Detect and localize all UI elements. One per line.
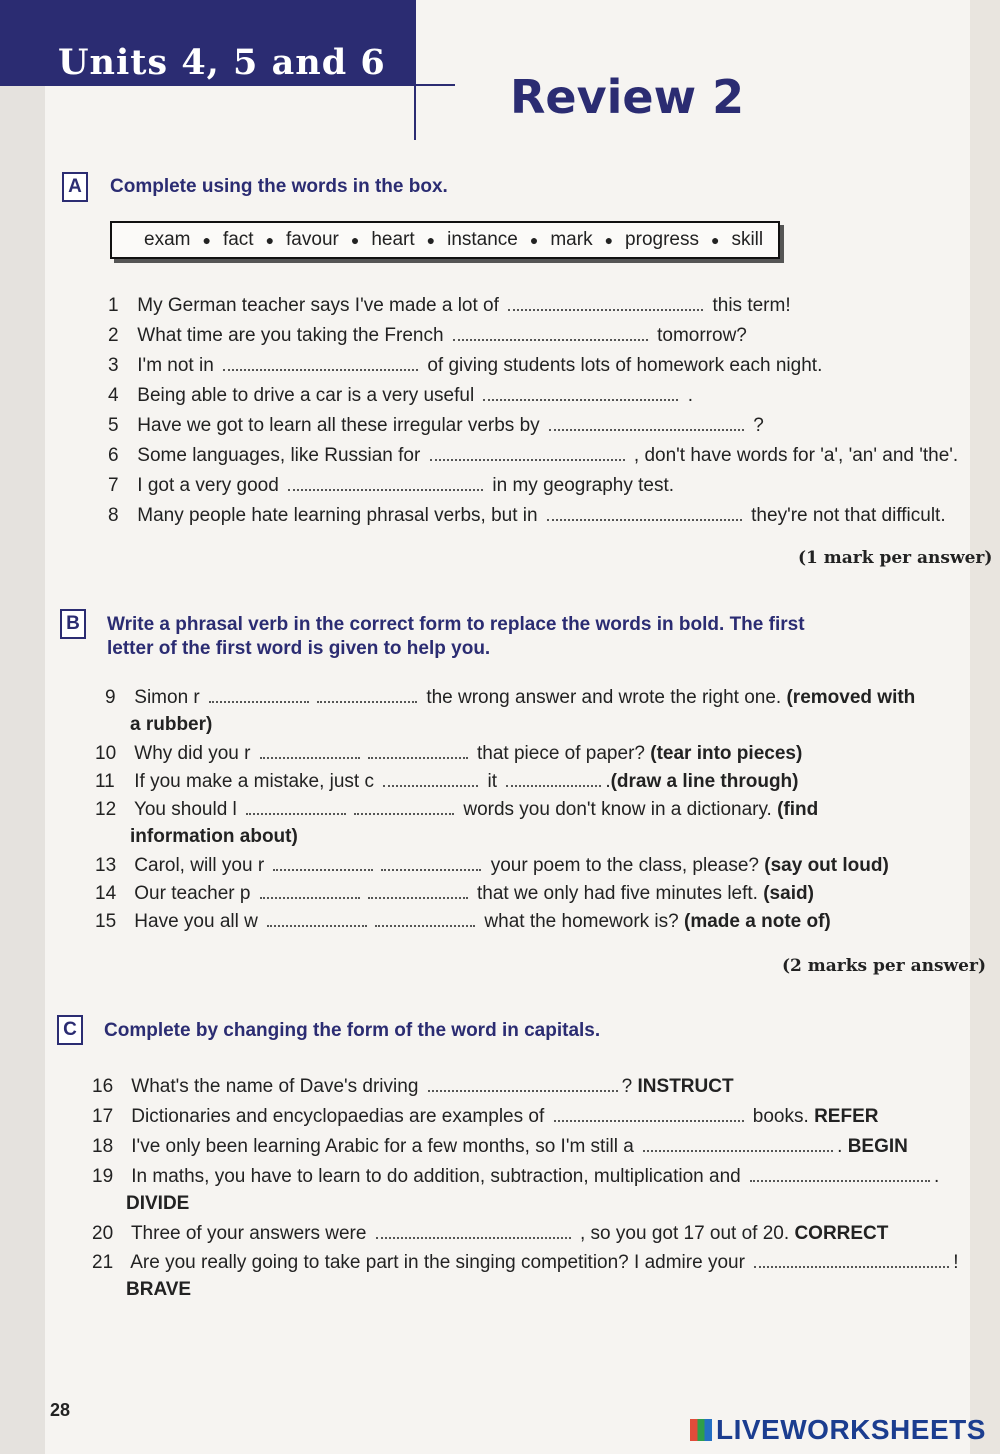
answer-blank[interactable]	[754, 1252, 949, 1268]
question-19-capital-word: DIVIDE	[126, 1193, 190, 1214]
answer-blank[interactable]	[246, 799, 346, 815]
answer-blank[interactable]	[453, 325, 648, 341]
question-9: 9 Simon r the wrong answer and wrote the right one. (removed with	[105, 687, 916, 708]
header-rule-vertical	[414, 0, 416, 140]
question-6: 6 Some languages, like Russian for , don't have words for 'a', 'an' and 'the'.	[108, 445, 959, 466]
answer-blank[interactable]	[549, 415, 744, 431]
word-box-item: exam	[144, 229, 191, 250]
section-b-instruction-line2: letter of the first word is given to help you.	[107, 638, 491, 659]
section-a-letter: A	[62, 172, 88, 202]
answer-blank[interactable]	[750, 1166, 930, 1182]
section-a-marks: (1 mark per answer)	[798, 548, 993, 568]
question-5: 5 Have we got to learn all these irregular verbs by ?	[108, 415, 764, 436]
question-12: 12 You should l words you don't know in a dictionary. (find	[95, 799, 819, 820]
question-11: 11 If you make a mistake, just c it .(draw a line through)	[95, 771, 799, 792]
section-b-instruction-line1: Write a phrasal verb in the correct form to replace the words in bold. The first	[107, 614, 805, 635]
answer-blank[interactable]	[383, 771, 478, 787]
section-c-letter: C	[57, 1015, 83, 1045]
answer-blank[interactable]	[428, 1076, 618, 1092]
page-left-margin	[0, 0, 45, 1454]
question-9-hint-continued: a rubber)	[130, 714, 213, 735]
answer-blank[interactable]	[267, 911, 367, 927]
question-7: 7 I got a very good in my geography test.	[108, 475, 675, 496]
answer-blank[interactable]	[483, 385, 678, 401]
bullet-icon: ●	[529, 232, 539, 248]
answer-blank[interactable]	[354, 799, 454, 815]
question-17: 17 Dictionaries and encyclopaedias are examples of books. REFER	[92, 1106, 879, 1127]
question-21: 21 Are you really going to take part in the singing competition? I admire your !	[92, 1252, 959, 1273]
answer-blank[interactable]	[317, 687, 417, 703]
answer-blank[interactable]	[288, 475, 483, 491]
brand-name: LIVEWORKSHEETS	[716, 1414, 986, 1445]
bullet-icon: ●	[426, 232, 436, 248]
question-10: 10 Why did you r that piece of paper? (tear into pieces)	[95, 743, 803, 764]
word-box-item: instance	[447, 229, 518, 250]
answer-blank[interactable]	[381, 855, 481, 871]
question-16: 16 What's the name of Dave's driving ? INSTRUCT	[92, 1076, 734, 1097]
answer-blank[interactable]	[209, 687, 309, 703]
answer-blank[interactable]	[375, 911, 475, 927]
question-2: 2 What time are you taking the French tomorrow?	[108, 325, 747, 346]
answer-blank[interactable]	[260, 743, 360, 759]
section-b-marks: (2 marks per answer)	[782, 956, 986, 976]
page-right-margin	[970, 0, 1000, 1454]
question-15: 15 Have you all w what the homework is? (made a note of)	[95, 911, 831, 932]
question-13: 13 Carol, will you r your poem to the class, please? (say out loud)	[95, 855, 889, 876]
bullet-icon: ●	[710, 232, 720, 248]
answer-blank[interactable]	[554, 1106, 744, 1122]
brand-logo	[690, 1414, 986, 1446]
word-box-item: mark	[550, 229, 593, 250]
word-box-item: heart	[371, 229, 415, 250]
word-box-item: skill	[731, 229, 764, 250]
answer-blank[interactable]	[273, 855, 373, 871]
section-c-instruction: Complete by changing the form of the word in capitals.	[104, 1020, 601, 1041]
section-a-instruction: Complete using the words in the box.	[110, 176, 448, 197]
bullet-icon: ●	[604, 232, 614, 248]
answer-blank[interactable]	[368, 743, 468, 759]
question-1: 1 My German teacher says I've made a lot of this term!	[108, 295, 791, 316]
word-box-item: progress	[625, 229, 699, 250]
section-b-letter: B	[60, 609, 86, 639]
page-number: 28	[50, 1400, 71, 1420]
question-12-hint-continued: information about)	[130, 826, 298, 847]
bullet-icon: ●	[202, 232, 211, 248]
answer-blank[interactable]	[508, 295, 703, 311]
question-20: 20 Three of your answers were , so you got 17 out of 20. CORRECT	[92, 1223, 889, 1244]
word-box-item: fact	[222, 229, 254, 250]
answer-blank[interactable]	[223, 355, 418, 371]
question-18: 18 I've only been learning Arabic for a few months, so I'm still a . BEGIN	[92, 1136, 908, 1157]
answer-blank[interactable]	[506, 771, 601, 787]
question-4: 4 Being able to drive a car is a very useful .	[108, 385, 694, 406]
question-19: 19 In maths, you have to learn to do addition, subtraction, multiplication and .	[92, 1166, 940, 1187]
question-14: 14 Our teacher p that we only had five minutes left. (said)	[95, 883, 814, 904]
answer-blank[interactable]	[368, 883, 468, 899]
answer-blank[interactable]	[260, 883, 360, 899]
word-box-item: favour	[286, 229, 339, 250]
unit-title: Units 4, 5 and 6	[58, 42, 386, 83]
word-box	[110, 221, 780, 259]
answer-blank[interactable]	[376, 1223, 571, 1239]
review-title: Review 2	[510, 70, 745, 124]
question-8: 8 Many people hate learning phrasal verbs, but in they're not that difficult.	[108, 505, 946, 526]
question-3: 3 I'm not in of giving students lots of homework each night.	[108, 355, 823, 376]
header-rule-horizontal	[0, 84, 455, 86]
question-21-capital-word: BRAVE	[126, 1279, 192, 1300]
answer-blank[interactable]	[643, 1136, 833, 1152]
answer-blank[interactable]	[547, 505, 742, 521]
bullet-icon: ●	[265, 232, 275, 248]
answer-blank[interactable]	[430, 445, 625, 461]
bullet-icon: ●	[350, 232, 360, 248]
liveworksheets-icon	[690, 1419, 712, 1441]
